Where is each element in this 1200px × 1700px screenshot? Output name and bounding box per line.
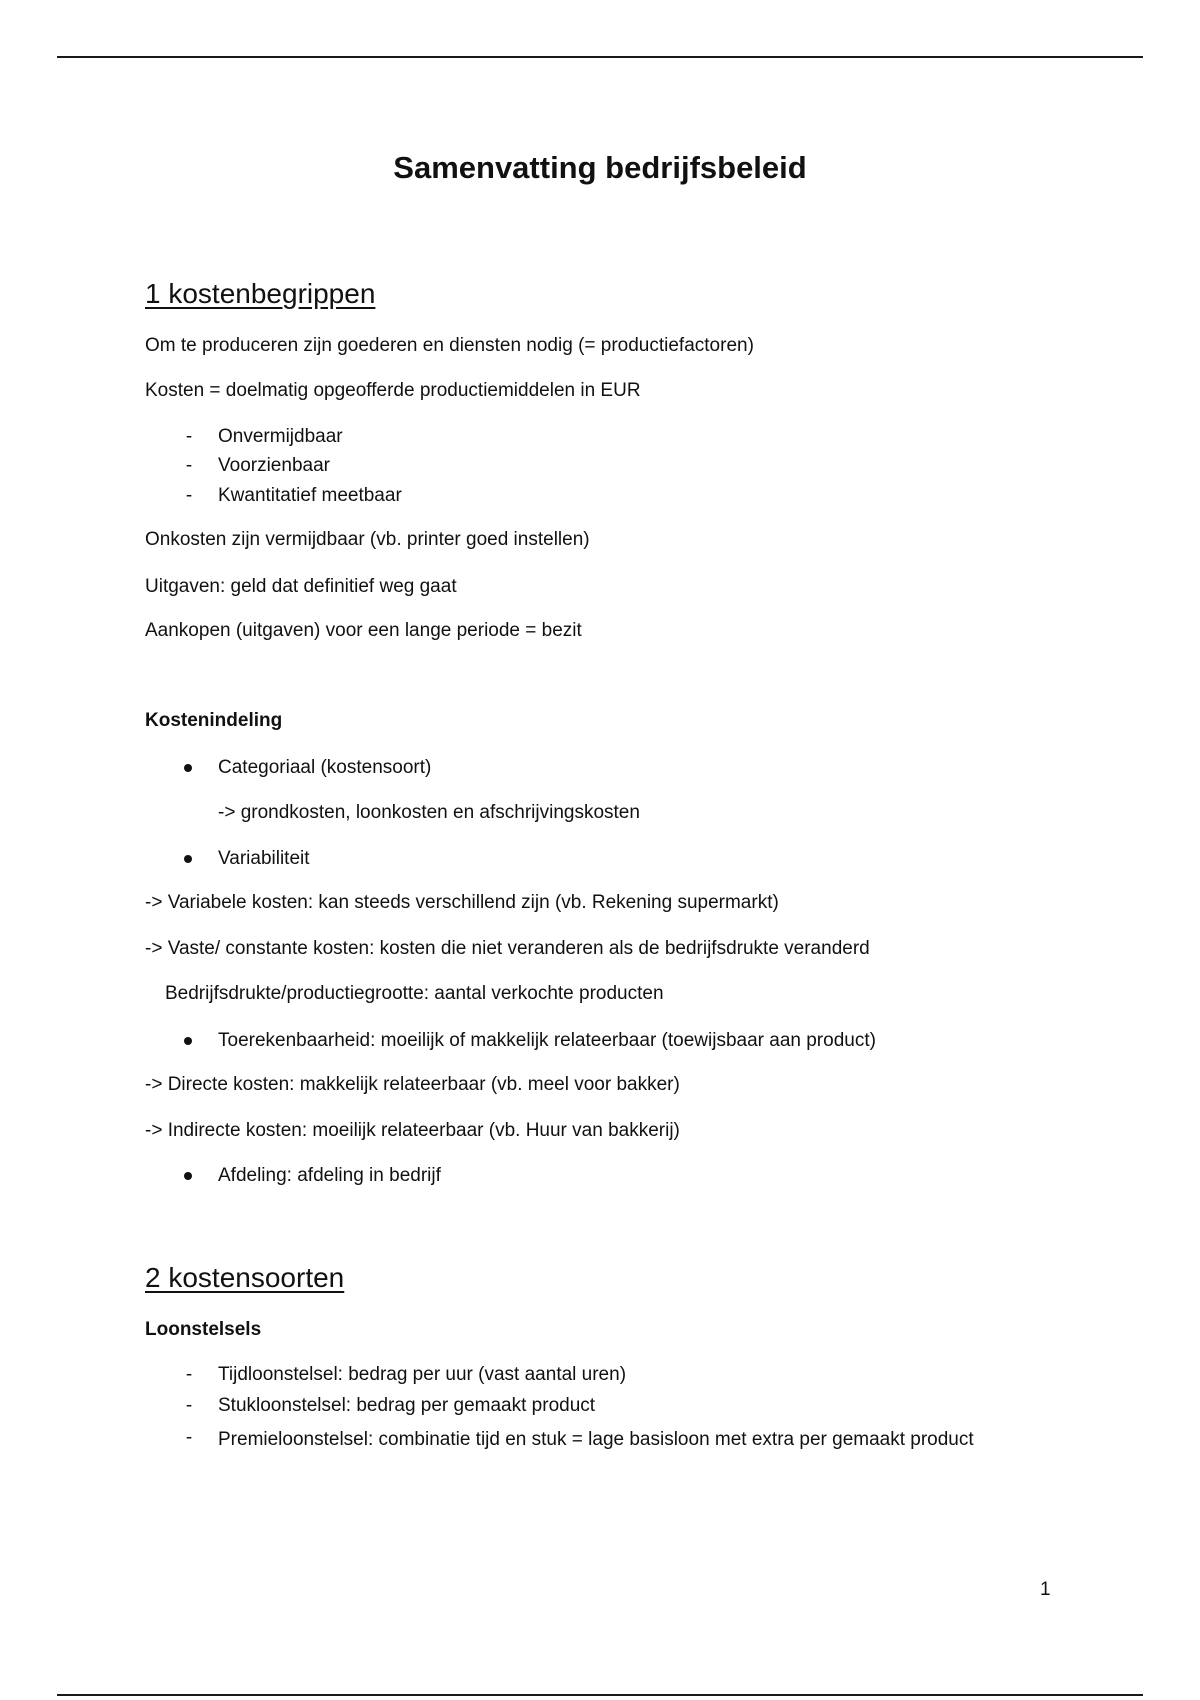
list-item-afdeling: Afdeling: afdeling in bedrijf (218, 1165, 441, 1186)
dash-bullet: - (185, 485, 193, 506)
paragraph-intro: Om te produceren zijn goederen en diensten nodig (= productiefactoren) (145, 335, 754, 356)
page-number: 1 (1040, 1579, 1051, 1600)
dash-bullet: - (185, 426, 193, 447)
paragraph-onkosten: Onkosten zijn vermijdbaar (vb. printer goed instellen) (145, 529, 590, 550)
bullet-dot (184, 1172, 192, 1180)
list-item-tijdloonstelsel: Tijdloonstelsel: bedrag per uur (vast aantal uren) (218, 1364, 627, 1385)
paragraph-kosten-definition: Kosten = doelmatig opgeofferde productiemiddelen in EUR (145, 380, 641, 401)
list-item-stukloonstelsel: Stukloonstelsel: bedrag per gemaakt product (218, 1395, 596, 1416)
list-item-toerekenbaarheid: Toerekenbaarheid: moeilijk of makkelijk relateerbaar (toewijsbaar aan product) (218, 1030, 876, 1051)
list-item-variabiliteit: Variabiliteit (218, 848, 310, 869)
paragraph-vaste-kosten: -> Vaste/ constante kosten: kosten die niet veranderen als de bedrijfsdrukte veranderd (145, 938, 870, 959)
paragraph-uitgaven: Uitgaven: geld dat definitief weg gaat (145, 576, 457, 597)
section-heading-kostensoorten: 2 kostensoorten (145, 1262, 345, 1293)
dash-bullet: - (185, 455, 193, 476)
footer-rule (57, 1694, 1143, 1696)
bullet-dot (184, 1037, 192, 1045)
dash-bullet: - (185, 1395, 193, 1416)
paragraph-aankopen: Aankopen (uitgaven) voor een lange periode = bezit (145, 620, 582, 641)
paragraph-variabele-kosten: -> Variabele kosten: kan steeds verschillend zijn (vb. Rekening supermarkt) (145, 892, 779, 913)
bullet-dot (184, 855, 192, 863)
list-item-voorzienbaar: Voorzienbaar (218, 455, 330, 476)
list-item-onvermijdbaar: Onvermijdbaar (218, 426, 343, 447)
paragraph-bedrijfsdrukte: Bedrijfsdrukte/productiegrootte: aantal verkochte producten (165, 983, 664, 1004)
header-rule (57, 56, 1143, 58)
list-item-kwantitatief: Kwantitatief meetbaar (218, 485, 402, 506)
dash-bullet: - (185, 1427, 193, 1448)
subheading-loonstelsels: Loonstelsels (145, 1319, 262, 1340)
list-item-categoriaal-detail: -> grondkosten, loonkosten en afschrijvingskosten (218, 802, 640, 823)
dash-bullet: - (185, 1364, 193, 1385)
paragraph-directe-kosten: -> Directe kosten: makkelijk relateerbaar (vb. meel voor bakker) (145, 1074, 680, 1095)
bullet-dot (184, 764, 192, 772)
document-title: Samenvatting bedrijfsbeleid (393, 150, 807, 185)
section-heading-kostenbegrippen: 1 kostenbegrippen (145, 278, 376, 309)
paragraph-indirecte-kosten: -> Indirecte kosten: moeilijk relateerbaar (vb. Huur van bakkerij) (145, 1120, 680, 1141)
list-item-categoriaal: Categoriaal (kostensoort) (218, 757, 432, 778)
subheading-kostenindeling: Kostenindeling (145, 710, 283, 731)
list-item-premieloonstelsel: Premieloonstelsel: combinatie tijd en stuk = lage basisloon met extra per gemaakt product (218, 1429, 974, 1450)
